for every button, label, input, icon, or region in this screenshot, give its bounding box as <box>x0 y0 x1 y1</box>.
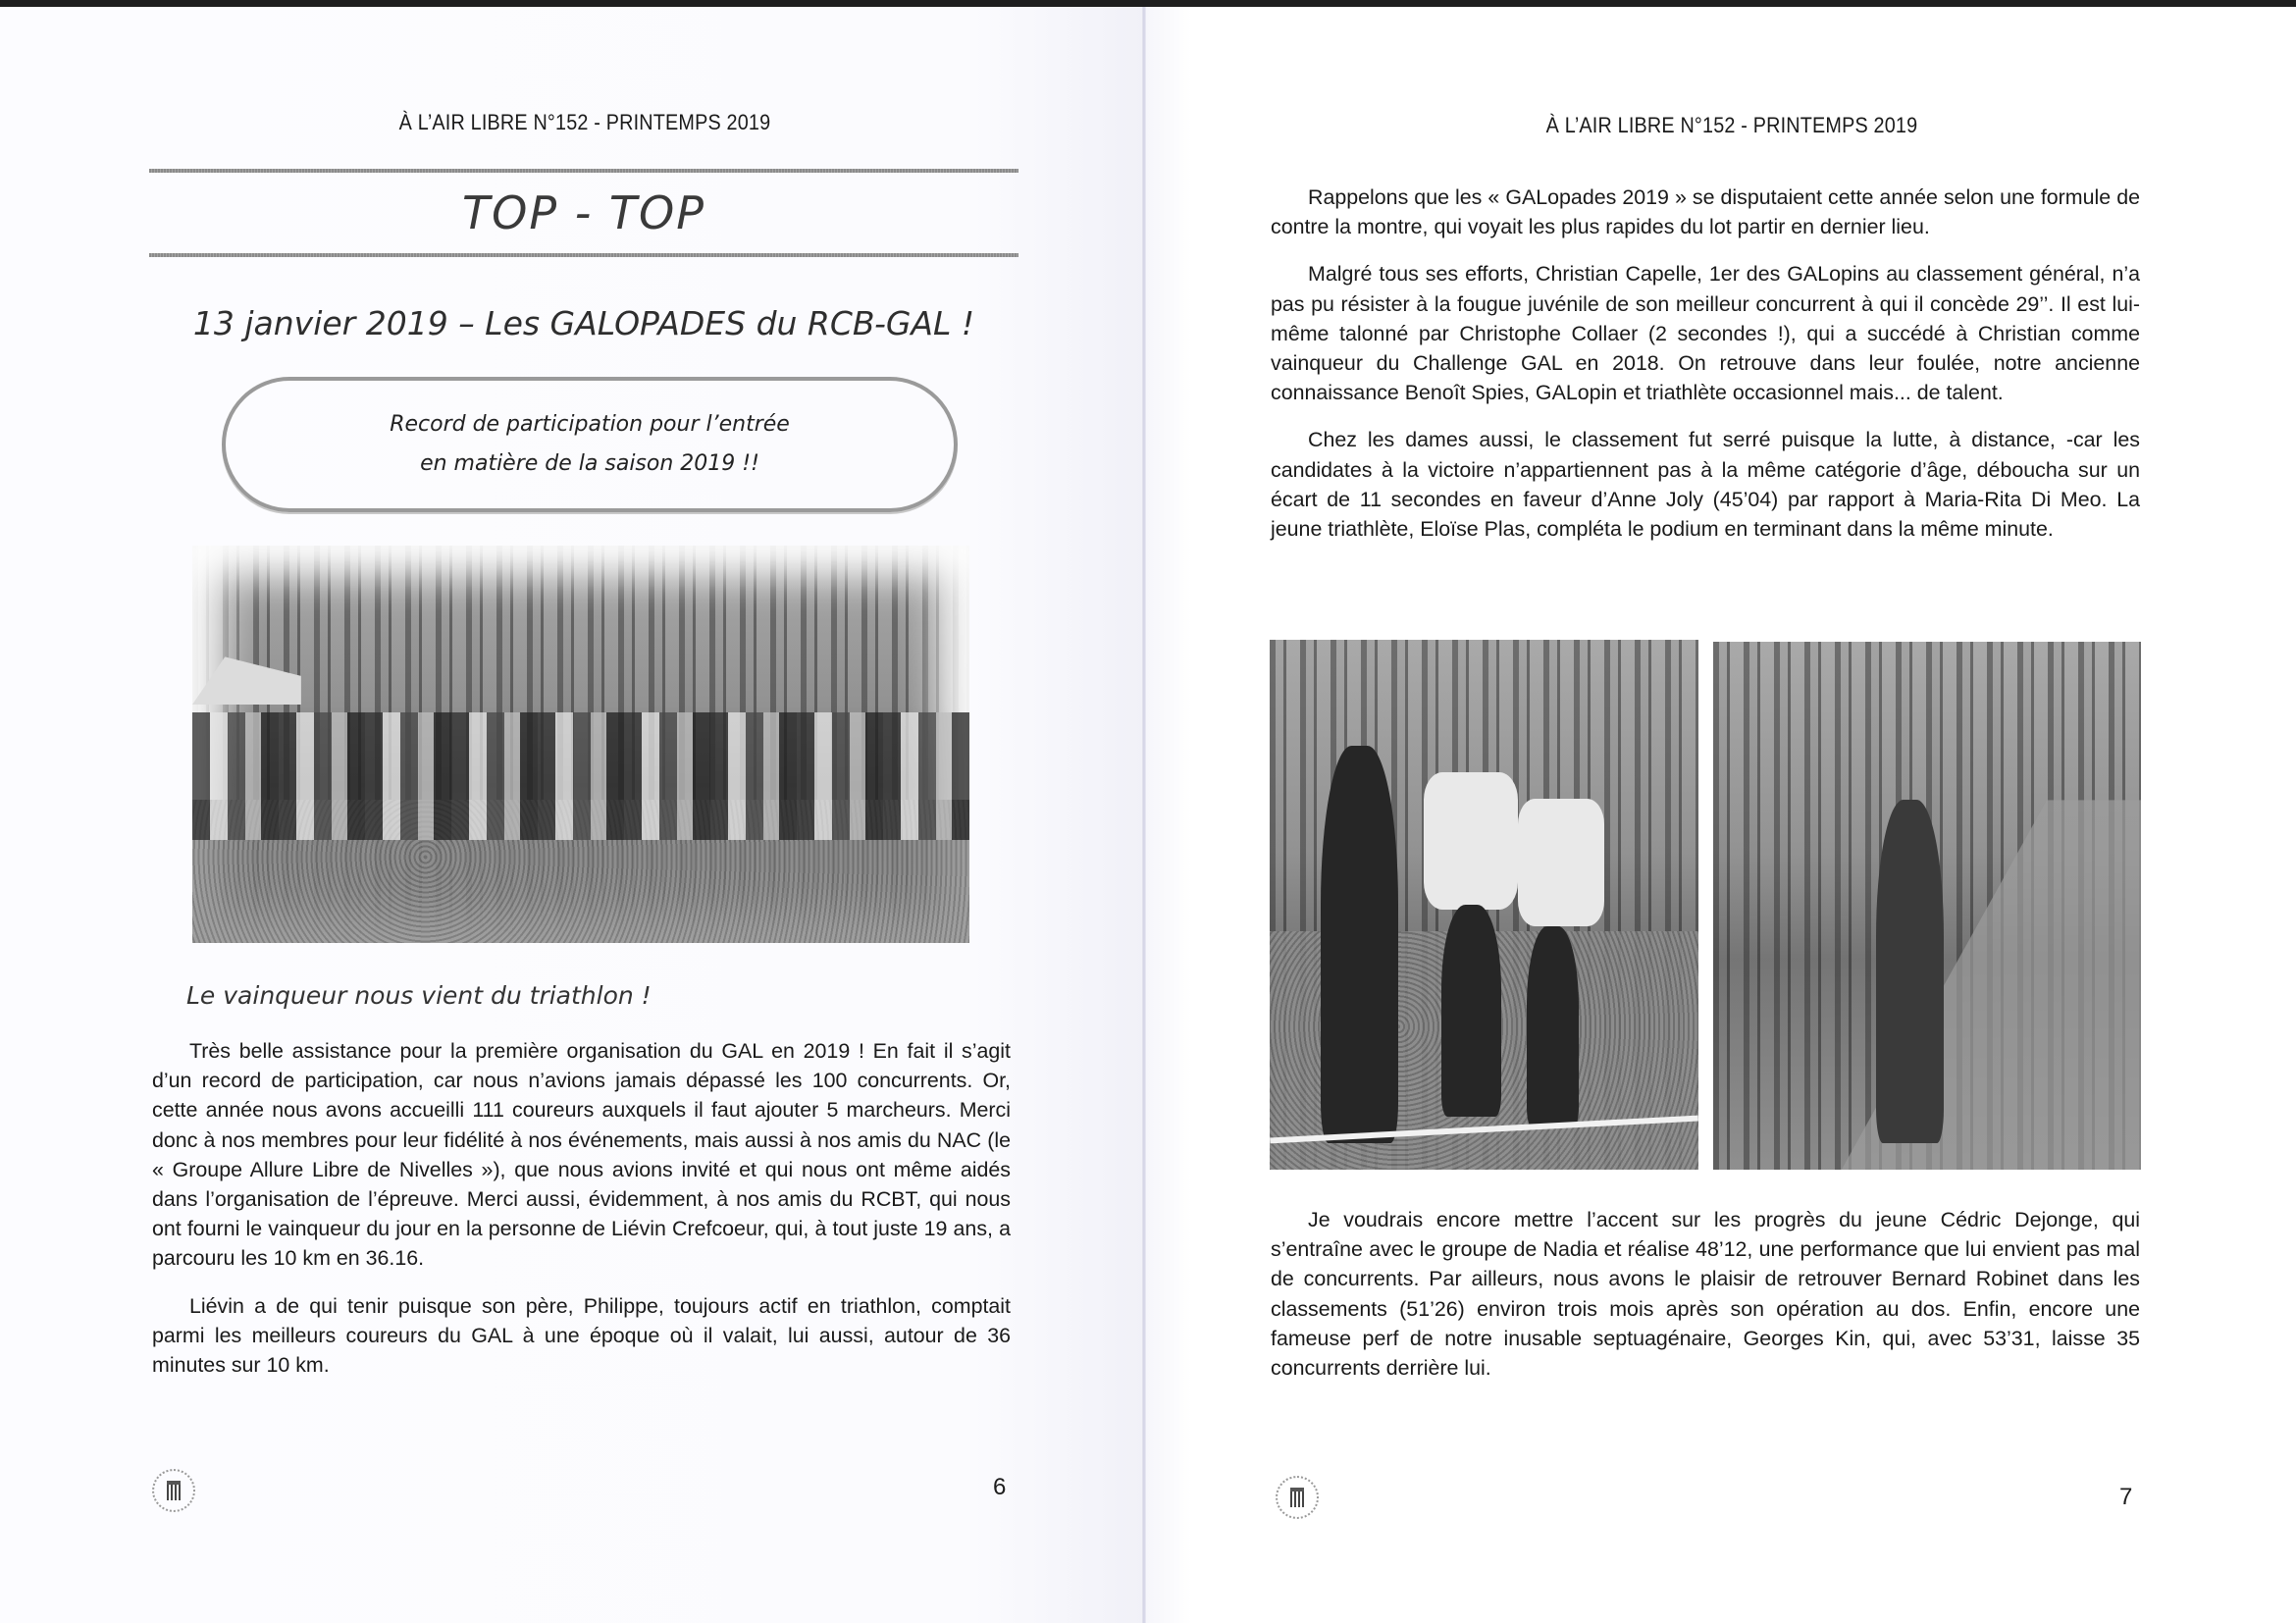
photo-runner <box>1876 800 1945 1143</box>
left-article-body <box>152 1036 1011 1397</box>
scan-top-edge <box>0 0 2296 7</box>
photo-runner-legs <box>1527 926 1578 1127</box>
running-head-left: À L’AIR LIBRE N°152 - PRINTEMPS 2019 <box>398 110 771 134</box>
callout-line-2: en matière de la saison 2019 !! <box>420 451 759 476</box>
title-rule-top <box>149 169 1018 173</box>
photo-runner-legs <box>1441 905 1501 1117</box>
photo-runner-shirt <box>1518 799 1603 926</box>
photo-finish-line <box>1270 640 1698 1170</box>
running-head-right: À L’AIR LIBRE N°152 - PRINTEMPS 2019 <box>1545 113 1918 137</box>
right-article-body-top <box>1271 183 2140 561</box>
paragraph: Très belle assistance pour la première organisation du GAL en 2019 ! En fait il s’agit d’un record de participation, car nous n’avions jamais dépassé les 100 concurrents. Or, cette année nous avons accueilli 111 coureurs auxquels il faut ajouter 5 marcheurs. Merci donc à nos membres pour leur fidélité à nos événements, mais aussi à nos amis du NAC (le « Groupe Allure Libre de Nivelles »), que nous avions invité et qui nous ont même aidés dans l’organisation de l’épreuve. Merci aussi, évidemment, à nos amis du RCBT, qui nous ont fourni le vainqueur du jour en la personne de Liévin Crefcoeur, qui, à tout juste 19 ans, a parcouru les 10 km en 36.16. <box>152 1039 1011 1271</box>
page-number-right: 7 <box>2119 1484 2133 1510</box>
article-title: 13 janvier 2019 – Les GALOPADES du RCB-GAL ! <box>192 304 975 342</box>
photo-female-runner <box>1713 642 2141 1170</box>
paragraph: Malgré tous ses efforts, Christian Capelle, 1er des GALopins au classement général, n’a pas pu résister à la fougue juvénile de son meilleur concurrent à qui il concède 29’’. Il est lui-même talonné par Christophe Collaer (2 secondes !), qui a succédé à Christian comme vainqueur du Challenge GAL en 2018. On retrouve dans leur foulée, notre ancienne connaissance Benoît Spies, GALopin et triathlète occasionnel mais... de talent. <box>1271 262 2140 405</box>
photo-runner-shirt <box>1424 772 1518 910</box>
page-number-left: 6 <box>993 1474 1007 1500</box>
subheading: Le vainqueur nous vient du triathlon ! <box>186 981 652 1010</box>
paragraph: Chez les dames aussi, le classement fut serré puisque la lutte, à distance, -car les candidates à la victoire n’appartiennent pas à la même catégorie d’âge, déboucha sur un écart de 11 secondes en faveur d’Anne Joly (45’04) par rapport à Maria-Rita Di Meo. La jeune triathlète, Eloïse Plas, compléta le podium en terminant dans la même minute. <box>1271 428 2140 542</box>
club-emblem-icon <box>1276 1476 1319 1519</box>
section-title: TOP - TOP <box>462 186 705 239</box>
title-rule-bottom <box>149 253 1018 257</box>
paragraph: Liévin a de qui tenir puisque son père, Philippe, toujours actif en triathlon, comptait parmi les meilleurs coureurs du GAL à une époque où il valait, lui aussi, autour de 36 minutes sur 10 km. <box>152 1293 1011 1378</box>
club-emblem-icon <box>152 1469 195 1512</box>
photo-crowd <box>192 712 969 840</box>
photo-tent <box>192 656 301 705</box>
paragraph: Rappelons que les « GALopades 2019 » se disputaient cette année selon une formule de contre la montre, qui voyait les plus rapides du lot partir en dernier lieu. <box>1271 185 2140 239</box>
paragraph: Je voudrais encore mettre l’accent sur les progrès du jeune Cédric Dejonge, qui s’entraîne avec le groupe de Nadia et réalise 48’12, une performance que lui envient pas mal de concurrents. Par ailleurs, nous avons le plaisir de retrouver Bernard Robinet dans les classements (51’26) environ trois mois après son opération au dos. Enfin, encore une fameuse perf de notre inusable septuagénaire, Georges Kin, qui, avec 53’31, laisse 35 concurrents derrière lui. <box>1271 1208 2140 1381</box>
photo-group-runners <box>192 546 969 943</box>
callout-line-1: Record de participation pour l’entrée <box>390 412 790 437</box>
callout-box <box>222 377 958 512</box>
photo-spectator <box>1321 746 1398 1143</box>
right-article-body-bottom <box>1271 1205 2140 1400</box>
